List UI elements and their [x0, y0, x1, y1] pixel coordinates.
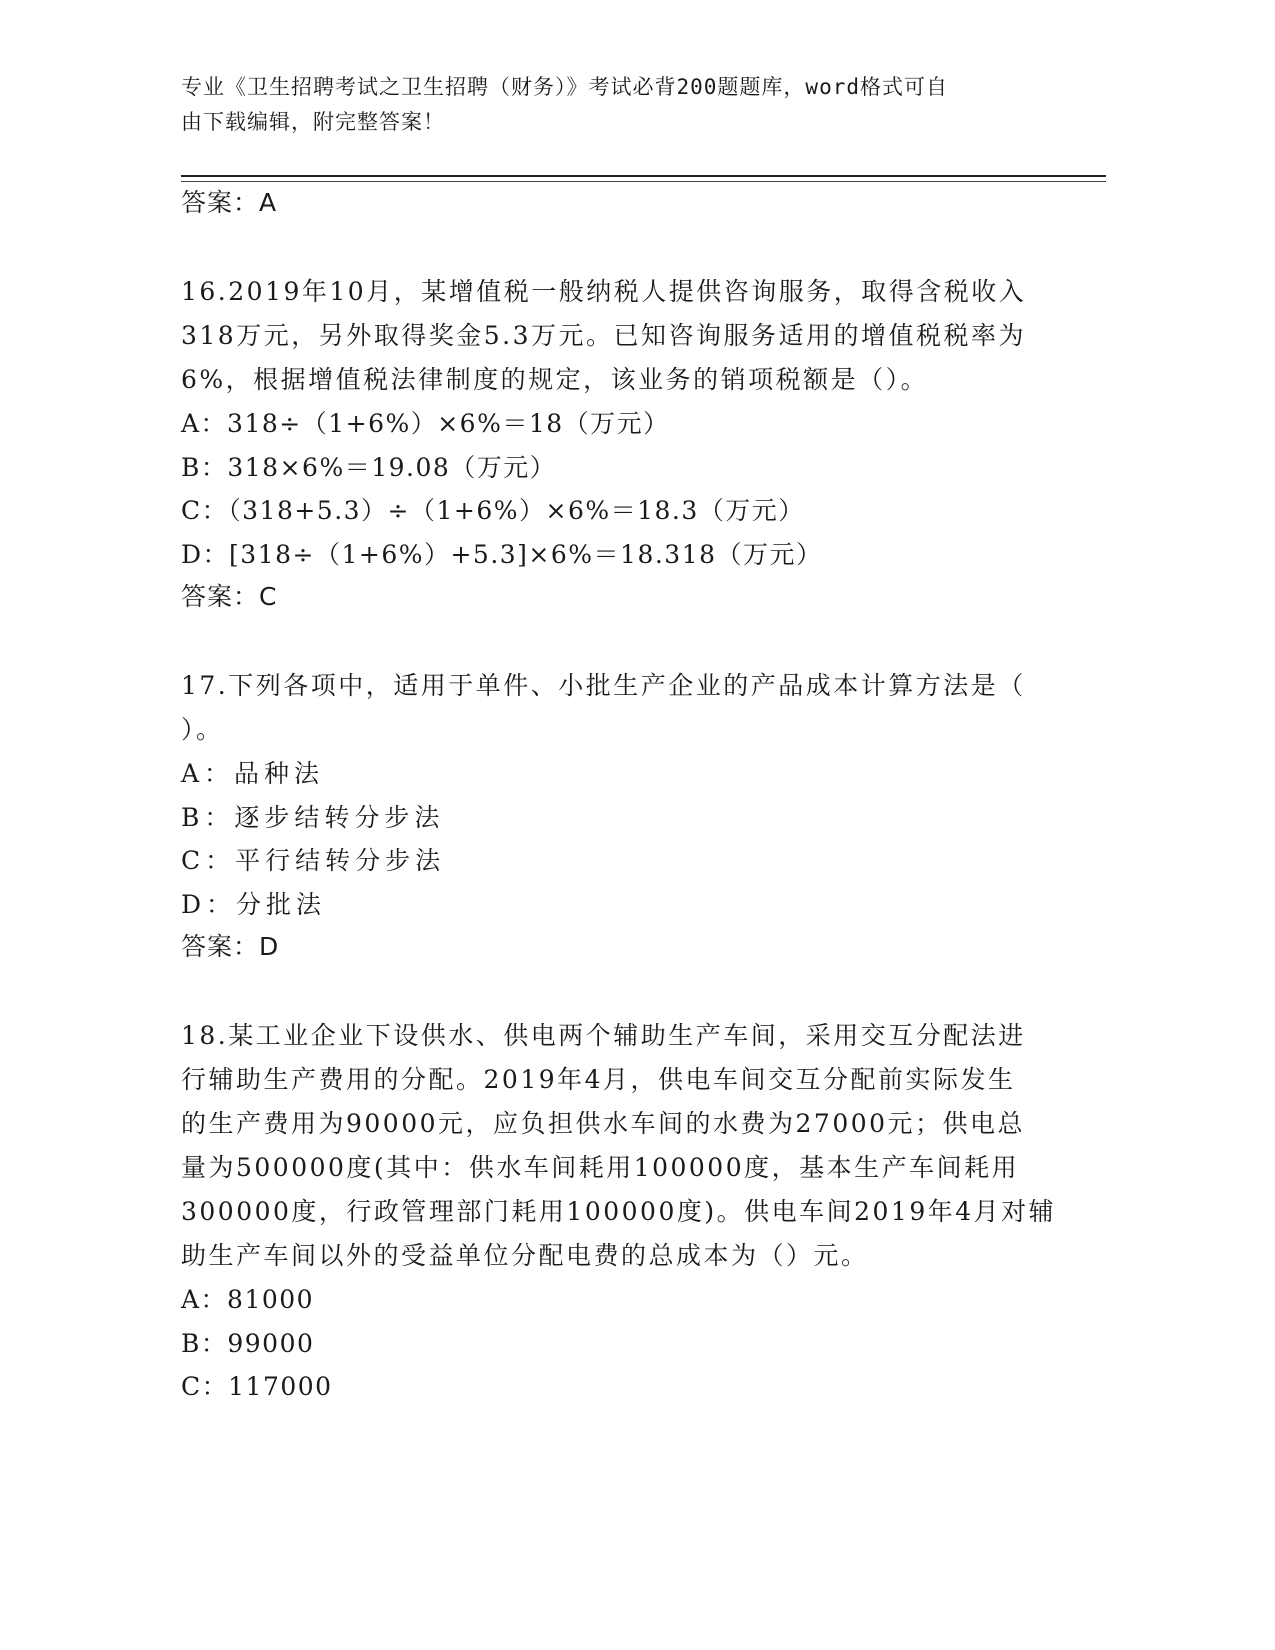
- question-line: 的生产费用为90000元，应负担供水车间的水费为27000元；供电总: [181, 1109, 1026, 1138]
- question-line: 量为500000度(其中：供水车间耗用100000度，基本生产车间耗用: [181, 1153, 1020, 1182]
- option-a: A：318÷（1+6%）×6%＝18（万元）: [181, 409, 670, 438]
- option-d: D：分批法: [181, 889, 327, 919]
- answer: 答案：D: [181, 932, 280, 961]
- question-line: 6%，根据增值税法律制度的规定，该业务的销项税额是（）。: [181, 365, 929, 394]
- question-17: [181, 664, 1061, 968]
- header-line-2: 由下载编辑，附完整答案！: [181, 110, 445, 134]
- document-content: [181, 182, 1061, 1409]
- question-line: 17.下列各项中，适用于单件、小批生产企业的产品成本计算方法是（: [181, 671, 1026, 700]
- question-line: 行辅助生产费用的分配。2019年4月，供电车间交互分配前实际发生: [181, 1065, 1016, 1094]
- question-line: 318万元，另外取得奖金5.3万元。已知咨询服务适用的增值税税率为: [181, 321, 1026, 350]
- question-line: ）。: [181, 715, 224, 744]
- answer: 答案：C: [181, 582, 278, 611]
- option-a: A：81000: [181, 1285, 315, 1314]
- option-b: B：逐步结转分步法: [181, 802, 445, 832]
- option-a: A：品种法: [181, 759, 325, 788]
- question-16: [181, 270, 1061, 618]
- option-c: C：平行结转分步法: [181, 846, 446, 875]
- option-d: D：[318÷（1+6%）+5.3]×6%＝18.318（万元）: [181, 539, 823, 569]
- option-c: C：117000: [181, 1372, 333, 1401]
- question-line: 助生产车间以外的受益单位分配电费的总成本为（）元。: [181, 1241, 869, 1270]
- header-line-1: 专业《卫生招聘考试之卫生招聘（财务）》考试必背200题题库，word格式可自: [181, 75, 948, 99]
- header-rule-thick: [181, 175, 1106, 177]
- option-c: C：（318+5.3）÷（1+6%）×6%＝18.3（万元）: [181, 496, 805, 525]
- question-line: 18.某工业企业下设供水、供电两个辅助生产车间，采用交互分配法进: [181, 1021, 1026, 1050]
- question-18: [181, 1014, 1061, 1409]
- option-b: B：318×6%＝19.08（万元）: [181, 452, 557, 482]
- question-line: 16.2019年10月，某增值税一般纳税人提供咨询服务，取得含税收入: [181, 277, 1027, 306]
- question-line: 300000度，行政管理部门耗用100000度)。供电车间2019年4月对辅: [181, 1197, 1057, 1226]
- option-b: B：99000: [181, 1328, 315, 1358]
- document-header: [181, 70, 1061, 140]
- previous-answer: 答案：A: [181, 188, 278, 217]
